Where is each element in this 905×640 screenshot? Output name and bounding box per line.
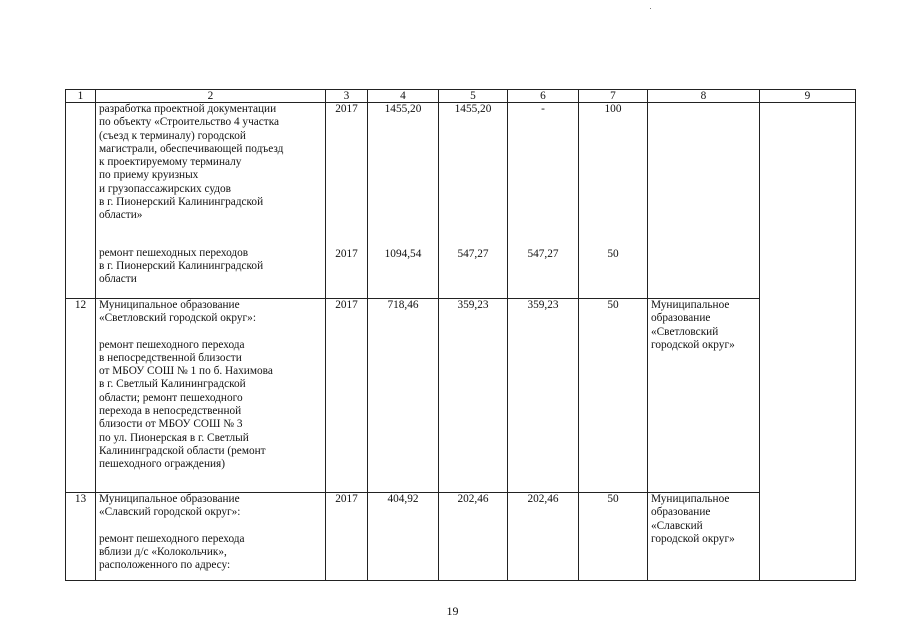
year-cell: 2017	[326, 299, 368, 493]
percent-value: 100	[604, 103, 622, 115]
table-row	[66, 103, 856, 299]
local-cell: 202,46	[508, 493, 579, 581]
federal-value: 547,27	[457, 248, 489, 261]
municipality-title: Муниципальное образование «Славский городской округ»:	[99, 493, 241, 519]
percent-cell	[579, 103, 648, 299]
year-cell: 2017	[326, 493, 368, 581]
work-item-text: разработка проектной документации по объекту «Строительство 4 участка (съезд к терминалу) городской магистрали, обеспечивающей подъезд к проектируемому терминалу по приему круизных и грузопассажирских судов в г. Пионерский Калининградской области»	[99, 103, 284, 222]
column-9-cell	[760, 103, 856, 581]
percent-cell: 50	[579, 493, 648, 581]
year-cell	[326, 103, 368, 299]
total-cell: 404,92	[368, 493, 439, 581]
row-number	[66, 103, 96, 299]
total-cell: 718,46	[368, 299, 439, 493]
local-cell: 359,23	[508, 299, 579, 493]
header-row	[66, 90, 856, 103]
recipient-cell: Муниципальное образование «Славский городской округ»	[648, 493, 760, 581]
work-item-text: ремонт пешеходного перехода в непосредственной близости от МБОУ СОШ № 1 по б. Нахимова в г. Светлый Калининградской области; ремонт пешеходного перехода в непосредственной близости от МБОУ СОШ № 3 по ул. Пионерская в г. Светлый Калининградской области (ремонт пешеходного ограждения)	[99, 338, 273, 471]
percent-cell: 50	[579, 299, 648, 493]
total-value: 1455,20	[384, 103, 422, 115]
recipient-cell	[648, 103, 760, 299]
page-number: 19	[446, 604, 459, 618]
header-cell: 2	[96, 90, 326, 103]
header-cell: 3	[326, 90, 368, 103]
total-cell	[368, 103, 439, 299]
year-value: 2017	[335, 103, 358, 115]
budget-table	[65, 89, 856, 581]
row-number: 12	[66, 299, 96, 493]
header-cell: 5	[439, 90, 508, 103]
local-cell	[508, 103, 579, 299]
total-value: 1094,54	[384, 248, 422, 261]
federal-cell: 202,46	[439, 493, 508, 581]
local-value: -	[541, 103, 545, 115]
header-cell: 9	[760, 90, 856, 103]
work-description	[96, 103, 326, 299]
year-value: 2017	[335, 248, 358, 261]
percent-value: 50	[607, 248, 619, 261]
work-description	[96, 299, 326, 493]
table-row	[66, 299, 856, 493]
federal-value: 1455,20	[454, 103, 492, 115]
local-value: 547,27	[527, 248, 559, 261]
scan-speck	[650, 8, 651, 9]
municipality-title: Муниципальное образование «Светловский городской округ»:	[99, 299, 256, 325]
header-cell: 8	[648, 90, 760, 103]
row-number: 13	[66, 493, 96, 581]
header-cell: 1	[66, 90, 96, 103]
work-description	[96, 493, 326, 581]
table-row	[66, 493, 856, 581]
work-item-text: ремонт пешеходных переходов в г. Пионерский Калининградской области	[99, 246, 264, 286]
work-item-text: ремонт пешеходного перехода вблизи д/с «Колокольчик», расположенного по адресу:	[99, 532, 245, 572]
federal-cell	[439, 103, 508, 299]
federal-cell: 359,23	[439, 299, 508, 493]
header-cell: 4	[368, 90, 439, 103]
header-cell: 7	[579, 90, 648, 103]
recipient-cell: Муниципальное образование «Светловский городской округ»	[648, 299, 760, 493]
header-cell: 6	[508, 90, 579, 103]
